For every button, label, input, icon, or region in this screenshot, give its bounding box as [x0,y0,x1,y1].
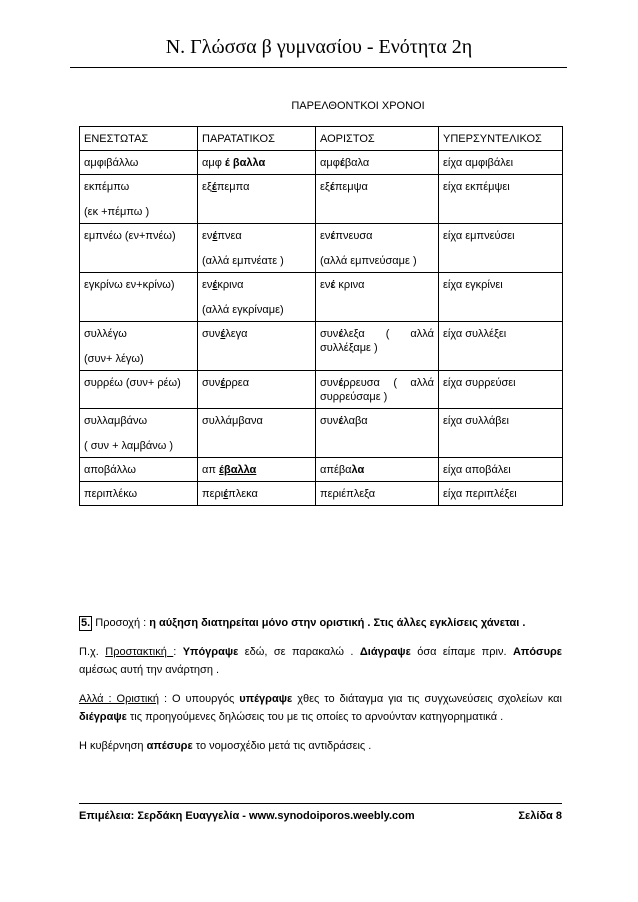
cell-pluperfect [439,175,563,224]
cell-present [80,224,198,273]
note-example-indicative [79,690,562,726]
table-row [80,458,563,482]
cell-imperfect [198,151,316,175]
augment-highlight: έ [223,488,229,500]
present-form: περιπλέκω [84,488,138,500]
cell-present [80,409,198,458]
example-verb: απέσυρε [146,740,193,752]
aorist-part: περιέπλεξα [320,488,376,500]
page-header-title: Ν. Γλώσσα β γυμνασίου - Ενότητα 2η [165,36,473,58]
cell-pluperfect [439,482,563,506]
aorist-part: συν [320,377,339,389]
cell-present [80,273,198,322]
cell-imperfect [198,409,316,458]
imperfect-part: πλεκα [228,488,258,500]
present-form: εμπνέω (εν+πνέω) [84,230,176,242]
cell-aorist [316,458,439,482]
imperfect-part: απ [202,464,220,476]
cell-imperfect [198,224,316,273]
cell-imperfect [198,371,316,409]
notes-section [79,614,562,766]
aorist-part: εξ [320,181,330,193]
footer-credit: Επιμέλεια: Σερδάκη Ευαγγελία - www.synodoiporos.weebly.com [79,810,415,822]
present-breakdown: ( συν + λαμβάνω ) [84,440,174,452]
table-row [80,371,563,409]
imperfect-part: πεμπα [216,181,250,193]
cell-aorist [316,482,439,506]
cell-present [80,371,198,409]
cell-pluperfect [439,224,563,273]
cell-imperfect [198,175,316,224]
table-row [80,482,563,506]
table-row [80,224,563,273]
column-header-imperfect: ΠΑΡΑΤΑΤΙΚΟΣ [198,127,316,151]
cell-imperfect [198,482,316,506]
cell-aorist [316,371,439,409]
present-form: εκπέμπω [84,181,130,193]
aorist-part: πνευσα [335,230,373,242]
table-row [80,273,563,322]
augment-highlight: έ [212,279,218,291]
example-text: εδώ, σε παρακαλώ . [238,646,360,658]
column-header-pluperfect: ΥΠΕΡΣΥΝΤΕΛΙΚΟΣ [439,127,563,151]
cell-imperfect [198,322,316,371]
imperfect-part: ρρεα [225,377,250,389]
example-verb: Διάγραψε [359,646,411,658]
imperfect-note: (αλλά εγκρίναμε) [202,304,284,316]
example-text: : [173,646,183,658]
imperfect-part: εν [202,279,213,291]
pluperfect-form: είχα περιπλέξει [443,488,517,500]
augment-highlight: λα [351,464,365,476]
example-mood-label: Αλλά : Οριστική [79,693,159,705]
aorist-part: λαβα [343,415,368,427]
augment-highlight: έ [211,181,217,193]
note-example-imperative [79,643,562,679]
section-title: ΠΑΡΕΛΘΟΝΤΚΟΙ ΧΡΟΝΟΙ [291,100,425,112]
cell-pluperfect [439,409,563,458]
present-breakdown: (εκ +πέμπω ) [84,206,150,218]
example-verb: Υπόγραψε [182,646,239,658]
augment-highlight: έ [330,279,336,291]
table-header-row [80,127,563,151]
pluperfect-form: είχα εγκρίνει [443,279,503,291]
imperfect-part: πνεα [217,230,242,242]
cell-present [80,458,198,482]
cell-aorist [316,273,439,322]
table-row [80,322,563,371]
note-lead: Προσοχή : [92,617,150,629]
cell-aorist [316,322,439,371]
cell-pluperfect [439,273,563,322]
pluperfect-form: είχα συλλάβει [443,415,509,427]
aorist-part: εν [320,230,331,242]
present-form: συλλαμβάνω [84,415,148,427]
pluperfect-form: είχα αμφιβάλει [443,157,514,169]
present-form: αμφιβάλλω [84,157,139,169]
footer-divider [79,803,562,804]
augment-highlight: έ [220,328,226,340]
present-form: αποβάλλω [84,464,137,476]
pluperfect-form: είχα εκπέμψει [443,181,510,193]
imperfect-part: λεγα [225,328,248,340]
aorist-part: λεξα ( αλλά συλλέξαμε ) [320,328,434,354]
cell-imperfect [198,273,316,322]
example-text: χθες το διάταγμα για τις συγχωνεύσεις σχολείων και [292,693,562,705]
note-example-government [79,737,562,755]
table-row [80,409,563,458]
example-text: αμέσως αυτή την ανάρτηση . [79,664,220,676]
augment-highlight: έ [330,230,336,242]
imperfect-part: συλλάμβανα [202,415,263,427]
augment-highlight: έ [338,415,344,427]
present-form: συλλέγω [84,328,127,340]
pluperfect-form: είχα εμπνεύσει [443,230,515,242]
augment-highlight: έ [338,328,344,340]
note-attention [79,614,562,632]
cell-present [80,175,198,224]
example-text: όσα είπαμε πριν. [410,646,513,658]
example-mood-label: Προστακτική [105,646,174,658]
aorist-part: εν [320,279,331,291]
aorist-part: συν [320,328,339,340]
imperfect-part: εν [202,230,213,242]
page-number: Σελίδα 8 [518,810,562,822]
pluperfect-form: είχα αποβάλει [443,464,511,476]
cell-imperfect [198,458,316,482]
page-footer [79,810,562,822]
imperfect-part: εξ [202,181,212,193]
imperfect-part: κρινα [217,279,244,291]
aorist-note: (αλλά εμπνεύσαμε ) [320,255,417,267]
cell-present [80,482,198,506]
augment-highlight: έ βαλλα [224,157,266,169]
cell-aorist [316,224,439,273]
cell-present [80,151,198,175]
augment-highlight: έ [338,377,344,389]
aorist-part: συν [320,415,339,427]
example-verb: υπέγραψε [239,693,293,705]
example-prefix: Π.χ. [79,646,106,658]
aorist-part: ρρευσα ( αλλά συρρεύσαμε ) [320,377,434,403]
aorist-part: κρινα [335,279,365,291]
augment-highlight: έ [339,157,345,169]
note-number: 5. [81,617,91,629]
table-row [80,175,563,224]
cell-pluperfect [439,151,563,175]
cell-present [80,322,198,371]
cell-pluperfect [439,458,563,482]
cell-pluperfect [439,322,563,371]
cell-aorist [316,175,439,224]
example-verb: Απόσυρε [512,646,562,658]
cell-aorist [316,151,439,175]
cell-pluperfect [439,371,563,409]
aorist-part: πεμψα [334,181,368,193]
augment-highlight: έ [220,377,226,389]
cell-aorist [316,409,439,458]
example-text: : Ο υπουργός [158,693,240,705]
aorist-part: απέβα [320,464,352,476]
imperfect-note: (αλλά εμπνέατε ) [202,255,284,267]
aorist-part: βαλα [344,157,370,169]
example-text: τις προηγούμενες δηλώσεις του με τις οποίες το αρνούνταν κατηγορηματικά . [126,711,504,723]
aorist-part: αμφ [320,157,340,169]
present-form: εγκρίνω εν+κρίνω) [84,279,175,291]
header-divider [70,67,567,68]
example-verb: διέγραψε [79,711,127,723]
imperfect-part: συν [202,377,221,389]
example-text: Η κυβέρνηση [79,740,147,752]
example-text: το νομοσχέδιο μετά τις αντιδράσεις . [192,740,372,752]
present-form: συρρέω (συν+ ρέω) [84,377,181,389]
note-rule: η αύξηση διατηρείται μόνο στην οριστική . Στις άλλες εγκλίσεις χάνεται . [149,617,526,629]
imperfect-part: συν [202,328,221,340]
tenses-table [79,126,563,506]
table-row [80,151,563,175]
pluperfect-form: είχα συρρεύσει [443,377,516,389]
imperfect-part: αμφ [202,157,225,169]
augment-highlight: έ [329,181,335,193]
augment-highlight: έβαλλα [219,464,257,476]
column-header-present: ΕΝΕΣΤΩΤΑΣ [80,127,198,151]
augment-highlight: έ [212,230,218,242]
present-breakdown: (συν+ λέγω) [84,353,144,365]
pluperfect-form: είχα συλλέξει [443,328,507,340]
column-header-aorist: ΑΟΡΙΣΤΟΣ [316,127,439,151]
imperfect-part: περι [202,488,224,500]
